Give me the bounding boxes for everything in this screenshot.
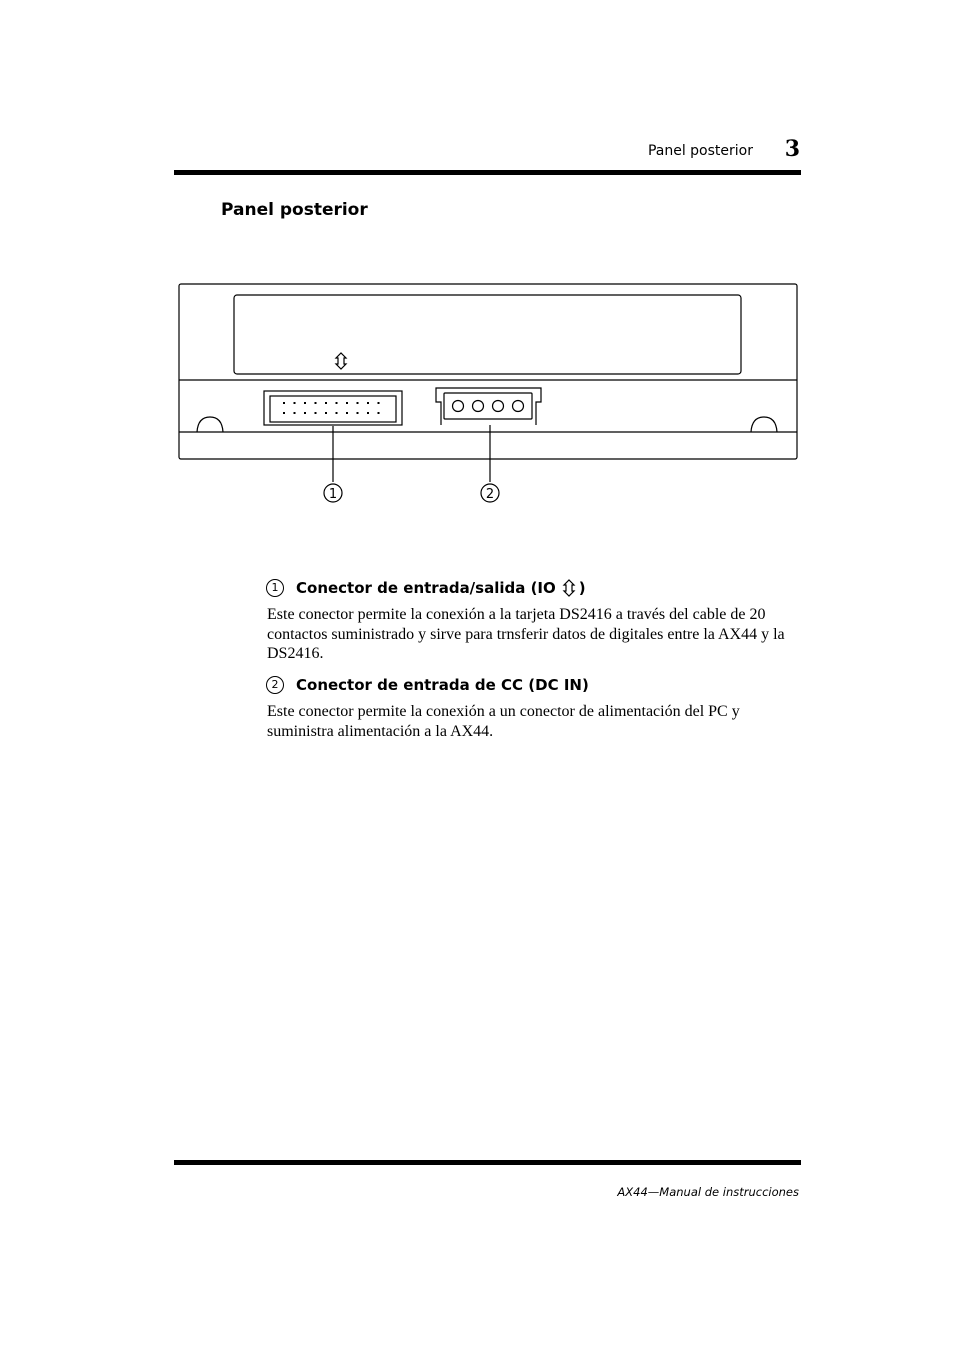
io-connector-pin <box>304 412 306 414</box>
io-connector-pin <box>357 402 359 404</box>
io-connector-pin <box>378 412 380 414</box>
io-connector-pin <box>357 412 359 414</box>
item-number-2: 2 <box>266 676 284 694</box>
right-foot <box>751 417 777 432</box>
io-connector-pin <box>346 412 348 414</box>
dc-in-pin <box>493 401 504 412</box>
dc-in-pin <box>453 401 464 412</box>
page-number: 3 <box>784 136 800 162</box>
header-rule <box>174 170 801 175</box>
item-heading-io <box>266 578 586 598</box>
io-connector-pin <box>336 402 338 404</box>
item-description-io: Este conector permite la conexión a la tarjeta DS2416 a través del cable de 20 contactos suministrado y sirve para trnsferir datos de digitales entre la AX44 y la DS2416. <box>267 606 785 662</box>
footer-rule <box>174 1160 801 1165</box>
item-title-io-suffix: ) <box>578 579 586 597</box>
running-header: Panel posterior <box>647 143 753 159</box>
callout-label-1: 1 <box>328 487 338 502</box>
io-connector-pin <box>336 412 338 414</box>
section-title: Panel posterior <box>221 200 368 220</box>
io-connector-pin <box>325 402 327 404</box>
io-connector-pin <box>315 402 317 404</box>
callout-label-2: 2 <box>485 487 495 502</box>
io-connector-pin <box>283 402 285 404</box>
io-connector-pin <box>294 412 296 414</box>
io-arrow-icon <box>336 353 346 369</box>
io-connector-pin <box>367 402 369 404</box>
running-footer: AX44—Manual de instrucciones <box>617 1185 799 1199</box>
panel-housing <box>179 284 797 459</box>
dc-in-connector-inner <box>444 393 532 419</box>
io-arrow-icon <box>560 578 578 598</box>
io-connector-pin <box>325 412 327 414</box>
item-description-dc-in: Este conector permite la conexión a un conector de alimentación del PC y suministra alimentación a la AX44. <box>267 703 740 740</box>
item-number-1: 1 <box>266 579 284 597</box>
io-connector-pin <box>294 402 296 404</box>
io-connector-pin <box>346 402 348 404</box>
io-connector-pin <box>367 412 369 414</box>
dc-in-pin <box>513 401 524 412</box>
io-connector-pin <box>283 412 285 414</box>
rear-panel-diagram <box>175 280 801 515</box>
io-connector-pin <box>315 412 317 414</box>
panel-window <box>234 295 741 374</box>
dc-in-pin <box>473 401 484 412</box>
io-connector-pin <box>378 402 380 404</box>
item-title-io: Conector de entrada/salida (IO <box>296 579 556 597</box>
item-heading-dc-in <box>266 676 589 694</box>
left-foot <box>197 417 223 432</box>
item-title-dc-in: Conector de entrada de CC (DC IN) <box>296 676 589 694</box>
io-connector-inner <box>270 396 396 422</box>
io-connector-pin <box>304 402 306 404</box>
